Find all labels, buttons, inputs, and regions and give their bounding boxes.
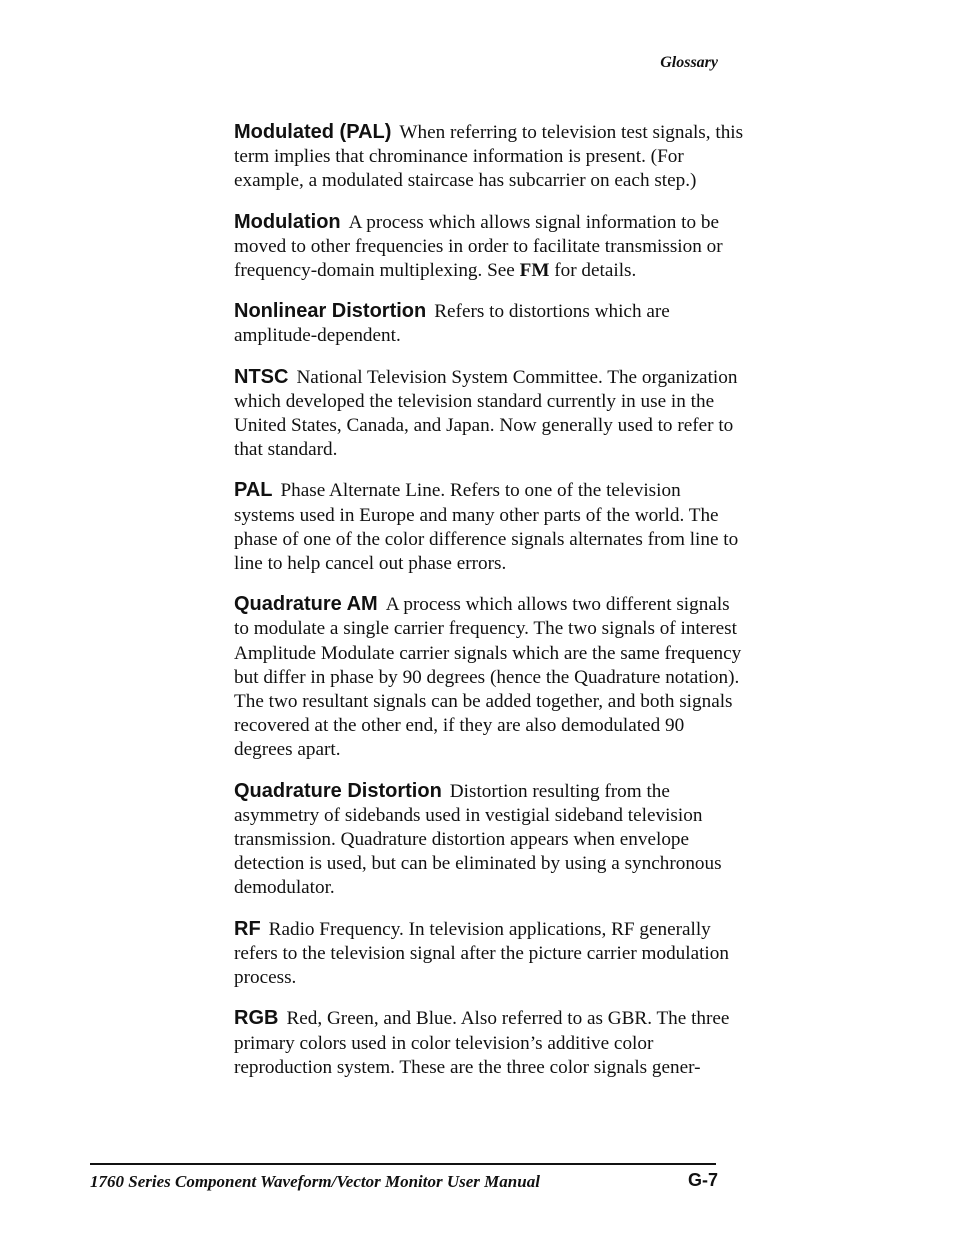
glossary-definition: Red, Green, and Blue. Also referred to as GBR. The three primary colors used in color television’s additive color reproduction system. These are the three color signals gener-	[234, 1008, 730, 1078]
glossary-definition: National Television System Committee. The organization which developed the television standard currently in use in the United States, Canada, and Japan. Now generally used to refer to that standard.	[234, 366, 738, 461]
glossary-entry-pal	[234, 478, 744, 576]
glossary-term: Modulation	[234, 210, 341, 233]
glossary-term: Quadrature AM	[234, 593, 378, 616]
glossary-definition-continued: for details.	[554, 260, 637, 282]
glossary-term: Nonlinear Distortion	[234, 300, 427, 323]
glossary-entry-ntsc	[234, 365, 744, 463]
glossary-entry-rgb	[234, 1006, 744, 1080]
glossary-entries	[234, 120, 744, 1096]
page-number: G-7	[687, 1170, 718, 1190]
glossary-term: Modulated (PAL)	[234, 121, 392, 143]
cross-reference-link[interactable]: FM	[519, 260, 550, 282]
glossary-definition: A process which allows signal information to be moved to other frequencies in order to facilitate transmission or frequency-domain multiplexing. See	[234, 211, 723, 282]
glossary-entry-quadrature-distortion	[234, 779, 744, 901]
running-header: Glossary	[660, 54, 718, 71]
glossary-term: RF	[234, 917, 261, 940]
glossary-term: RGB	[234, 1007, 279, 1030]
glossary-definition: Refers to distortions which are amplitude-dependent.	[234, 301, 670, 347]
footer-manual-title: 1760 Series Component Waveform/Vector Monitor User Manual	[90, 1172, 540, 1191]
glossary-entry-nonlinear-distortion	[234, 299, 744, 348]
glossary-definition: Phase Alternate Line. Refers to one of the television systems used in Europe and many other parts of the world. The phase of one of the color difference signals alternates from line to line to help cancel out phase errors.	[234, 480, 739, 575]
glossary-term: NTSC	[234, 365, 289, 388]
glossary-definition: When referring to television test signals, this term implies that chrominance information is present. (For example, a modulated staircase has subcarrier on each step.)	[234, 122, 744, 192]
glossary-entry-modulated-pal	[234, 120, 744, 194]
glossary-definition: Distortion resulting from the asymmetry of sidebands used in vestigial sideband television transmission. Quadrature distortion appears when envelope detection is used, but can be eliminated by using a synchronous demodulator.	[234, 780, 722, 899]
glossary-term: Quadrature Distortion	[234, 779, 442, 802]
glossary-definition: A process which allows two different signals to modulate a single carrier frequency. The two signals of interest Amplitude Modulate carrier signals which are the same frequency but differ in phase by 90 degrees (hence the Quadrature notation). The two resultant signals can be added together, and both signals recovered at the other end, if they are also demodulated 90 degrees apart.	[234, 594, 742, 761]
glossary-entry-modulation	[234, 210, 744, 284]
footer-divider	[90, 1163, 716, 1165]
glossary-entry-quadrature-am	[234, 592, 744, 762]
glossary-term: PAL	[234, 479, 273, 502]
glossary-definition: Radio Frequency. In television applications, RF generally refers to the television signal after the picture carrier modulation process.	[234, 918, 729, 989]
glossary-entry-rf	[234, 917, 744, 991]
